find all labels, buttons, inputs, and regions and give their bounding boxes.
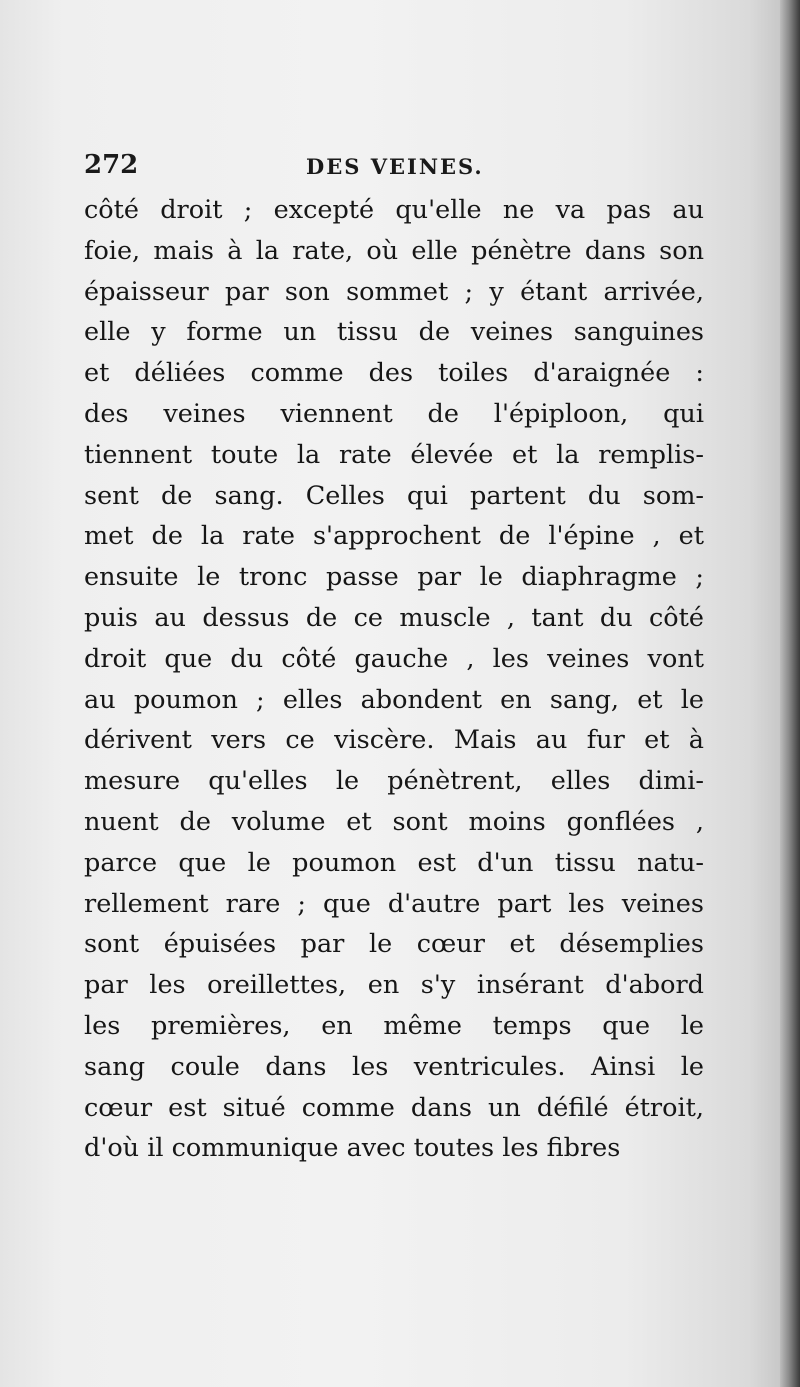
text-line: côté droit ; excepté qu'elle ne va pas au xyxy=(84,195,704,225)
running-head: DES VEINES. xyxy=(306,154,484,179)
text-line: mesure qu'elles le pénètrent, elles dimi- xyxy=(84,766,704,797)
text-line: par les oreillettes, en s'y insérant d'abord xyxy=(84,970,704,1001)
text-line: au poumon ; elles abondent en sang, et le xyxy=(84,684,704,715)
text-line: puis au dessus de ce muscle , tant du côté xyxy=(84,602,704,633)
text-line: sent de sang. Celles qui partent du som- xyxy=(84,480,704,511)
text-line: sont épuisées par le cœur et désemplies xyxy=(84,929,704,960)
text-line: les premières, en même temps que le xyxy=(84,1010,704,1041)
text-line: et déliées comme des toiles d'araignée : xyxy=(84,358,704,389)
page-number: 272 xyxy=(84,150,139,180)
text-line: nuent de volume et sont moins gonflées , xyxy=(84,806,704,837)
text-line: rellement rare ; que d'autre part les veines xyxy=(84,888,704,919)
body-text xyxy=(84,190,704,1169)
text-line: des veines viennent de l'épiploon, qui xyxy=(84,398,704,429)
text-line: ensuite le tronc passe par le diaphragme ; xyxy=(84,562,704,593)
text-line: épaisseur par son sommet ; y étant arrivée, xyxy=(84,276,704,307)
page-header xyxy=(84,150,704,190)
text-line: cœur est situé comme dans un défilé étroit, xyxy=(84,1092,704,1123)
text-line: elle y forme un tissu de veines sanguines xyxy=(84,317,704,348)
text-line: droit que du côté gauche , les veines vont xyxy=(84,643,704,674)
text-line: sang coule dans les ventricules. Ainsi le xyxy=(84,1051,704,1082)
page-edge-shadow xyxy=(780,0,800,1387)
text-line: d'où il communique avec toutes les fibres xyxy=(84,1133,621,1164)
text-line: dérivent vers ce viscère. Mais au fur et à xyxy=(84,725,704,756)
text-line: parce que le poumon est d'un tissu natu- xyxy=(84,847,704,878)
text-line: foie, mais à la rate, où elle pénètre dans son xyxy=(84,235,704,266)
text-line: met de la rate s'approchent de l'épine , et xyxy=(84,521,704,552)
text-line: tiennent toute la rate élevée et la remplis- xyxy=(84,439,704,470)
